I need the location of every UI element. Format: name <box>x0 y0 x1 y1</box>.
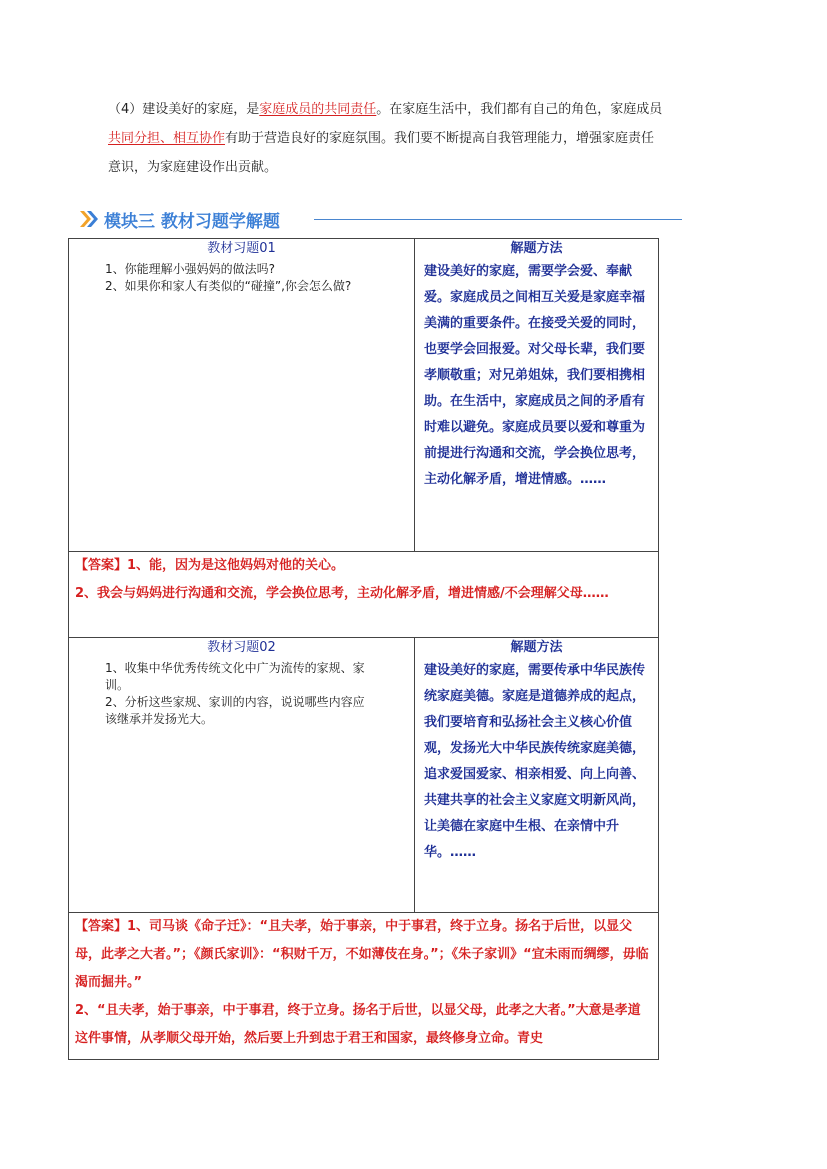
intro-middle: 。在家庭生活中，我们都有自己的角色，家庭成员 <box>376 102 663 117</box>
exercise-1-answer-text: 1、能，因为是这他妈妈对他的关心。 2、我会与妈妈进行沟通和交流，学会换位思考，主动化解矛盾，增进情感/不会理解父母…… <box>75 558 609 601</box>
exercise-1-answer-row <box>69 552 659 638</box>
exercise-2-question-2: 2、分析这些家规、家训的内容，说说哪些内容应该继承并发扬光大。 <box>105 695 365 726</box>
exercise-1-questions <box>69 258 414 295</box>
exercise-1-answer <box>69 552 658 608</box>
exercise-1-method-cell <box>415 239 659 552</box>
exercise-2-answer-cell <box>69 913 659 1060</box>
exercise-1-question-2: 2、如果你和家人有类似的“碰撞”,你会怎么做? <box>105 279 352 293</box>
exercise-1-answer-tag: 【答案】 <box>75 558 128 573</box>
exercise-2-question-cell <box>69 638 415 913</box>
exercise-2-method-cell <box>415 638 659 913</box>
exercise-1-method-text: 建设美好的家庭，需要学会爱、奉献爱。家庭成员之间相互关爱是家庭幸福美满的重要条件。在接受关爱的同时，也要学会回报爱。对父母长辈，我们要孝顺敬重；对兄弟姐妹，我们要相携相助。在生活中，家庭成员之间的矛盾有时难以避免。家庭成员要以爱和尊重为前提进行沟通和交流，学会换位思考，主动化解矛盾，增进情感。…… <box>424 264 646 487</box>
exercise-2-answer <box>69 913 658 1053</box>
exercise-2-title: 教材习题02 <box>207 640 276 655</box>
intro-highlight-cooperation: 共同分担、相互协作 <box>108 131 226 146</box>
module-divider <box>314 219 682 220</box>
exercise-1-question-cell <box>69 239 415 552</box>
exercise-row-1 <box>69 239 659 552</box>
intro-suffix: 有助于营造良好的家庭氛围。我们要不断提高自我管理能力，增强家庭责任意识，为家庭建设作出贡献。 <box>108 131 655 175</box>
exercise-2-answer-text: 1、司马谈《命子迁》：“且夫孝，始于事亲，中于事君，终于立身。扬名于后世，以显父母，此孝之大者。”；《颜氏家训》：“积财千万，不如薄伎在身。”；《朱子家训》“宜未雨而绸缪，毋临渴而掘井。” 2、“且夫孝，始于事亲，中于事君，终于立身。扬名于后世，以显父母，此孝之大者。”大意是孝道这件事情，从孝顺父母开始，然后要上升到忠于君王和国家，最终修身立命。青史 <box>75 919 649 1046</box>
intro-prefix: （4）建设美好的家庭，是 <box>108 102 260 117</box>
intro-paragraph <box>74 95 664 182</box>
exercise-1-question-1: 1、你能理解小强妈妈的做法吗? <box>105 262 276 276</box>
exercise-2-answer-row <box>69 913 659 1060</box>
module-title: 模块三 教材习题学解题 <box>104 212 280 232</box>
exercise-2-method-text: 建设美好的家庭，需要传承中华民族传统家庭美德。家庭是道德养成的起点，我们要培育和弘扬社会主义核心价值观，发扬光大中华民族传统家庭美德，追求爱国爱家、相亲相爱、向上向善、共建共享的社会主义家庭文明新风尚，让美德在家庭中生根、在亲情中升华。…… <box>424 663 646 860</box>
exercise-2-method-title: 解题方法 <box>510 640 563 655</box>
exercise-1-title: 教材习题01 <box>207 241 276 256</box>
exercise-2-question-1: 1、收集中华优秀传统文化中广为流传的家规、家训。 <box>105 661 365 692</box>
exercise-2-answer-tag: 【答案】 <box>75 919 128 934</box>
exercise-1-answer-cell <box>69 552 659 638</box>
exercise-table <box>68 238 659 1060</box>
exercise-row-2 <box>69 638 659 913</box>
module-header <box>78 206 608 232</box>
exercise-2-questions <box>69 657 414 728</box>
exercise-1-method-title: 解题方法 <box>510 241 563 256</box>
intro-highlight-responsibility: 家庭成员的共同责任 <box>259 102 377 117</box>
double-chevron-icon <box>78 209 100 229</box>
